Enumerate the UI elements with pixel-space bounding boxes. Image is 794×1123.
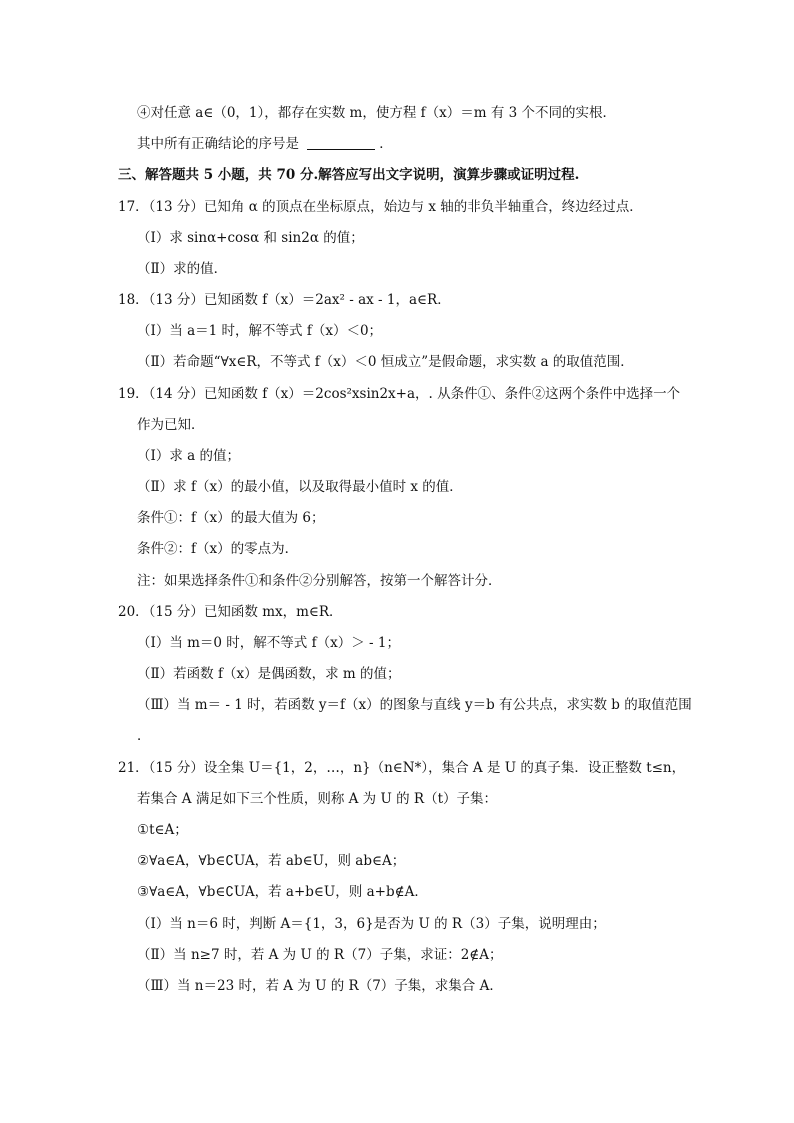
question-19-condition-2: 条件②：f（x）的零点为．: [137, 541, 299, 557]
question-21-property-2: ②∀a∈A，∀b∈∁UA，若 ab∈U，则 ab∈A；: [137, 853, 406, 869]
section-heading: 三、解答题共 5 小题，共 70 分.解答应写出文字说明，演算步骤或证明过程.: [118, 167, 580, 183]
question-18-part-1: （Ⅰ）当 a＝1 时，解不等式 f（x）＜0；: [137, 323, 383, 339]
question-19-continued: 作为已知．: [137, 417, 205, 433]
choice-4-statement: ④对任意 a∈（0，1），都存在实数 m，使方程 f（x）＝m 有 3 个不同的实根．: [137, 105, 617, 121]
question-17-part-1: （Ⅰ）求 sinα+cosα 和 sin2α 的值；: [137, 230, 364, 246]
question-17: 17．（13 分）已知角 α 的顶点在坐标原点，始边与 x 轴的非负半轴重合，终边经过点．: [118, 199, 643, 215]
fill-in-answer-line: [137, 135, 393, 153]
question-20-part-2: （Ⅱ）若函数 f（x）是偶函数，求 m 的值；: [137, 666, 401, 682]
answer-blank: [307, 149, 375, 150]
fill-in-end: ．: [379, 136, 393, 152]
question-21-property-3: ③∀a∈A，∀b∈∁UA，若 a+b∈U，则 a+b∉A．: [137, 884, 428, 900]
question-19: 19．（14 分）已知函数 f（x）＝2cos²xsin2x+a，. 从条件①、条件②这两个条件中选择一个: [118, 386, 681, 402]
question-21-definition: 若集合 A 满足如下三个性质，则称 A 为 U 的 R（t）子集：: [137, 791, 498, 807]
question-19-part-1: （Ⅰ）求 a 的值；: [137, 448, 240, 464]
question-21: 21．（15 分）设全集 U＝{1，2，…，n}（n∈N*），集合 A 是 U 的真子集．设正整数 t≤n，: [118, 760, 686, 776]
question-20-part-1: （Ⅰ）当 m＝0 时，解不等式 f（x）＞ - 1；: [137, 635, 400, 651]
fill-in-prompt: 其中所有正确结论的序号是: [137, 136, 299, 152]
question-19-note: 注：如果选择条件①和条件②分别解答，按第一个解答计分．: [137, 573, 502, 589]
question-18-part-2: （Ⅱ）若命题“∀x∈R，不等式 f（x）＜0 恒成立”是假命题，求实数 a 的取值范围．: [137, 354, 634, 370]
question-19-condition-1: 条件①：f（x）的最大值为 6；: [137, 510, 325, 526]
question-21-property-1: ①t∈A；: [137, 822, 188, 838]
question-17-part-2: （Ⅱ）求的值．: [137, 261, 228, 277]
question-20-part-3: （Ⅲ）当 m＝ - 1 时，若函数 y＝f（x）的图象与直线 y＝b 有公共点，求实数 b 的取值范围: [137, 697, 692, 713]
question-19-part-2: （Ⅱ）求 f（x）的最小值，以及取得最小值时 x 的值．: [137, 479, 463, 495]
question-18: 18．（13 分）已知函数 f（x）＝2ax² - ax - 1，a∈R．: [118, 292, 451, 308]
question-21-part-1: （Ⅰ）当 n＝6 时，判断 A＝{1，3，6}是否为 U 的 R（3）子集，说明理由；: [137, 916, 606, 932]
question-21-part-3: （Ⅲ）当 n＝23 时，若 A 为 U 的 R（7）子集，求集合 A．: [137, 978, 503, 994]
question-20: 20．（15 分）已知函数 mx，m∈R．: [118, 604, 343, 620]
question-21-part-2: （Ⅱ）当 n≥7 时，若 A 为 U 的 R（7）子集，求证：2∉A；: [137, 947, 503, 963]
question-20-part-3-end: ．: [137, 728, 151, 744]
